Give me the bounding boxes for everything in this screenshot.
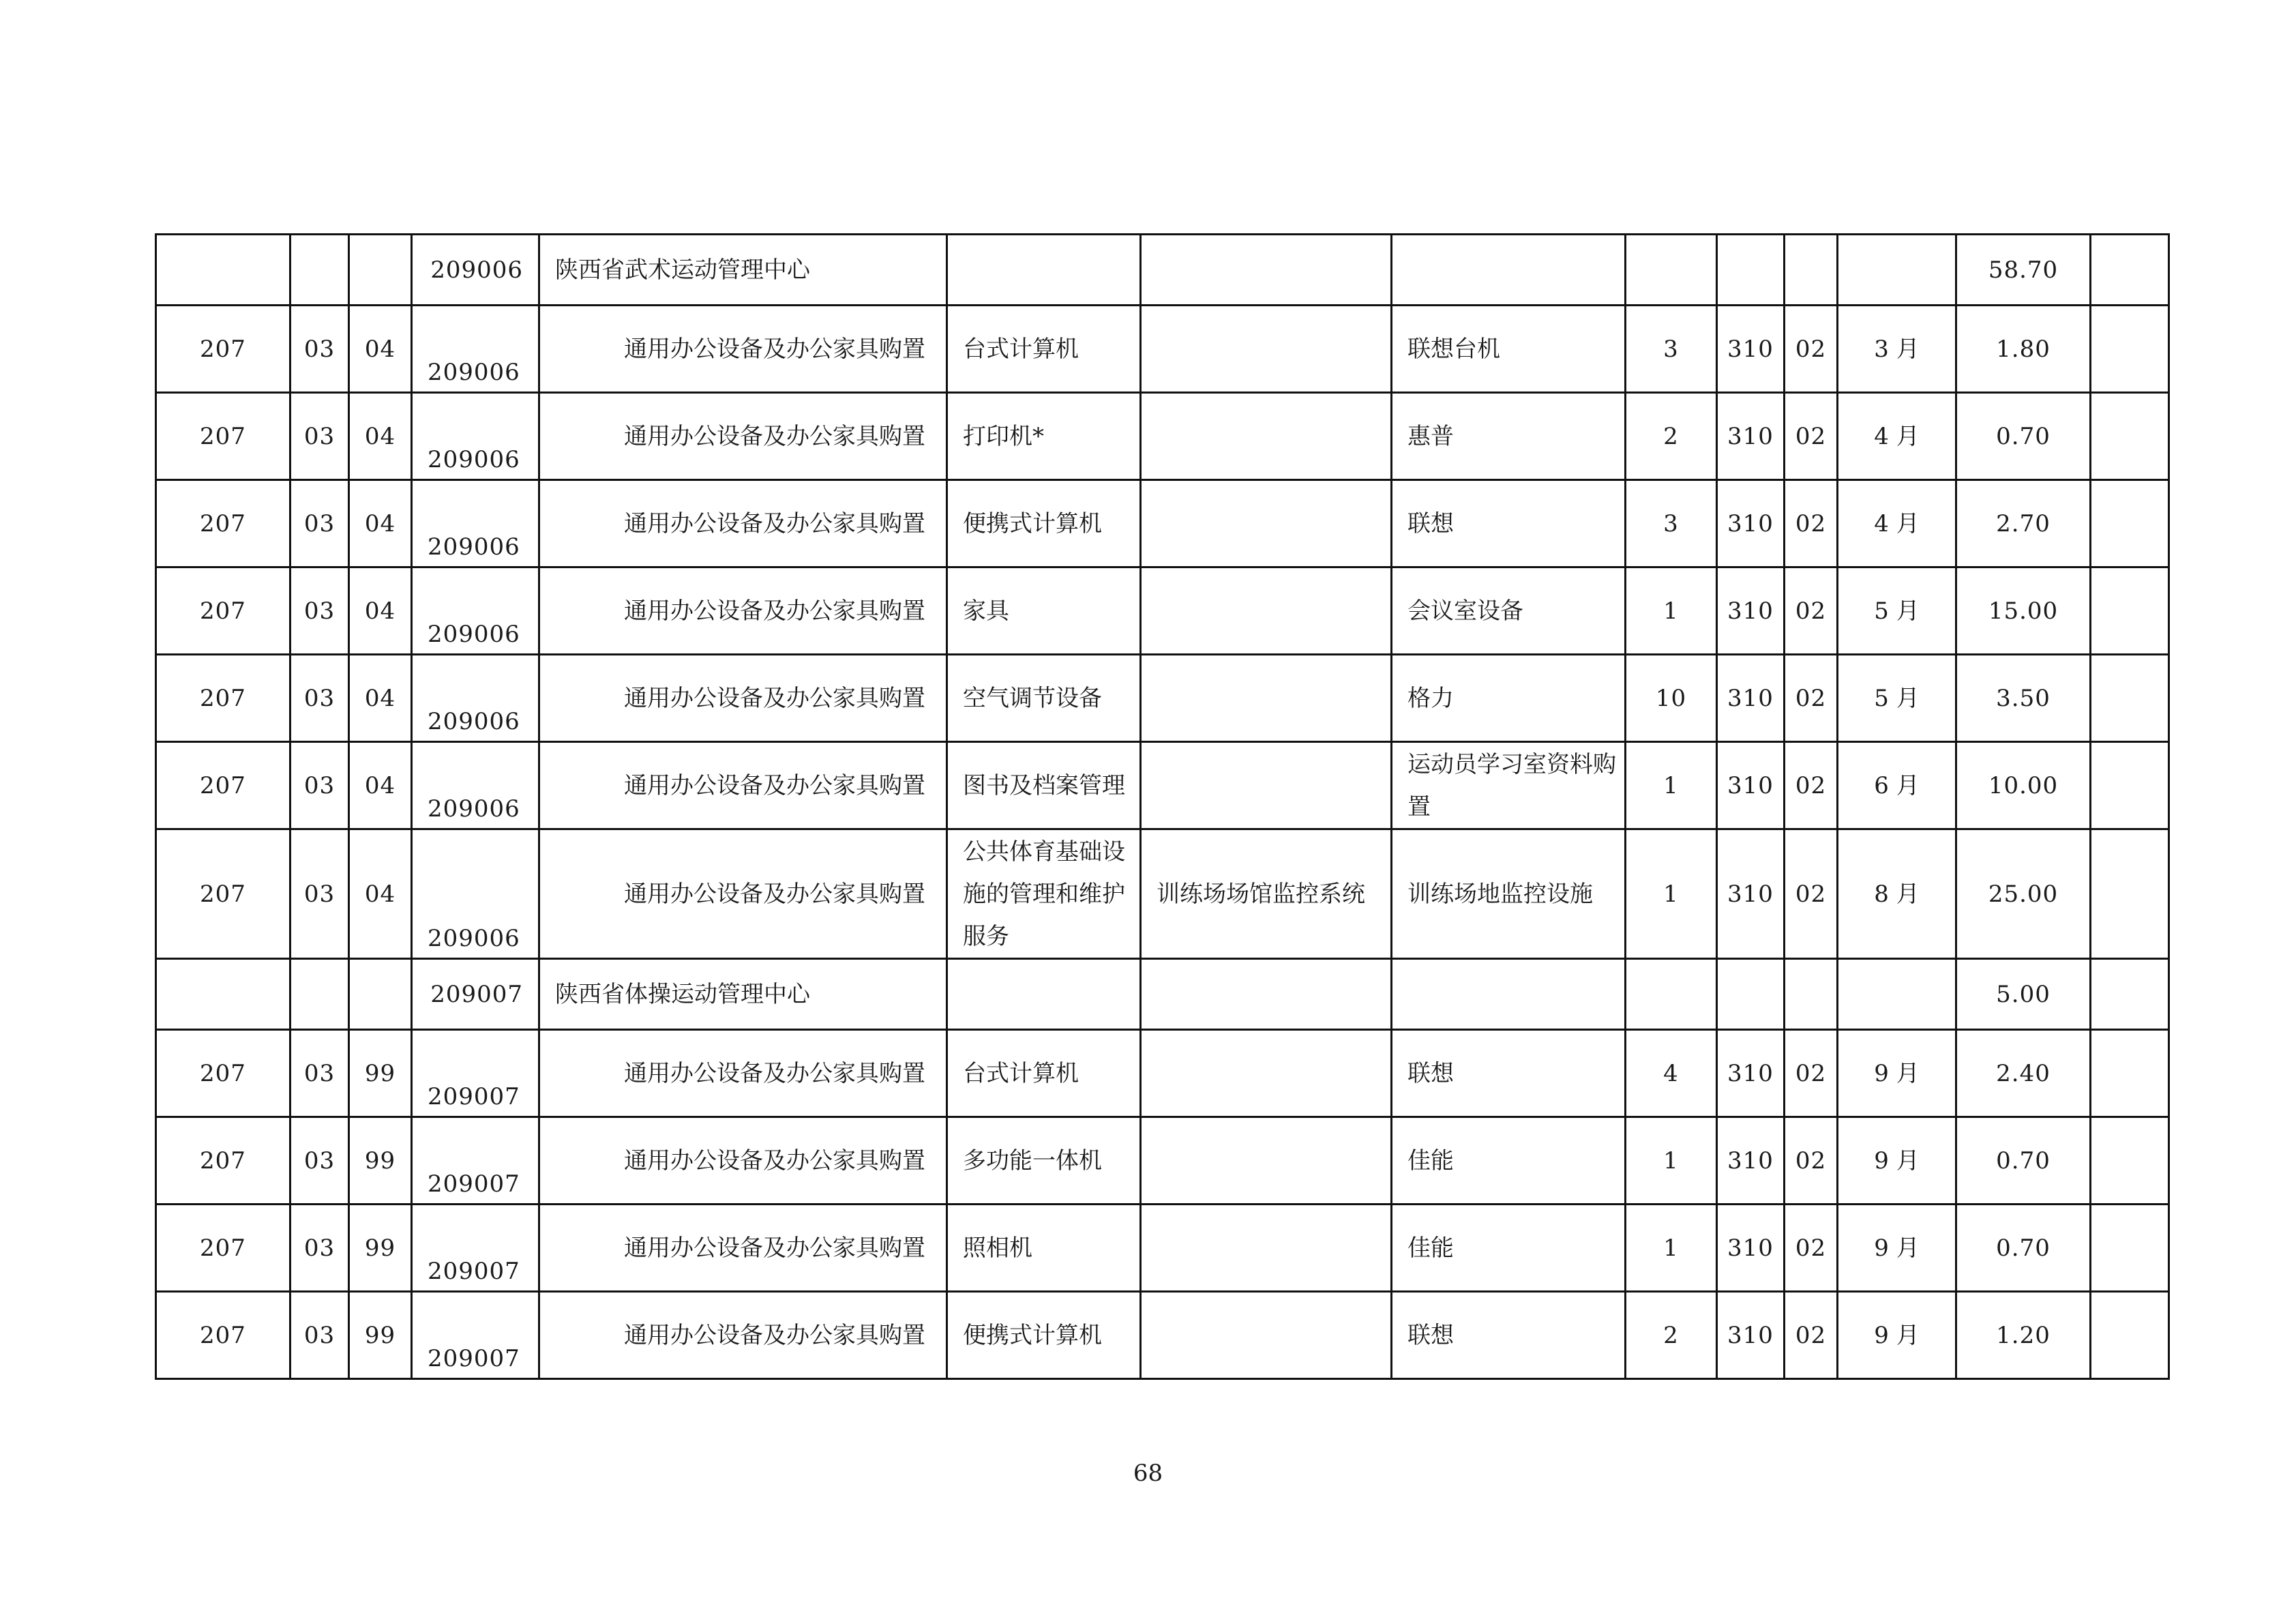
amount-cell: 2.70: [1956, 480, 2091, 567]
amount-cell: 15.00: [1956, 567, 2091, 655]
remark-cell: [2091, 393, 2169, 480]
month-cell: 4 月: [1838, 393, 1956, 480]
project-cell: 通用办公设备及办公家具购置: [539, 306, 947, 393]
col11-cell: [1785, 235, 1838, 306]
month-cell: [1838, 959, 1956, 1030]
item-row: [156, 306, 2169, 393]
col10-cell: 310: [1717, 1030, 1785, 1117]
qty-cell: 1: [1626, 567, 1717, 655]
col2-cell: 03: [290, 567, 349, 655]
qty-cell: 2: [1626, 1292, 1717, 1379]
col11-cell: 02: [1785, 567, 1838, 655]
amount-cell: 1.80: [1956, 306, 2091, 393]
col2-cell: 03: [290, 393, 349, 480]
category-cell: 台式计算机: [947, 306, 1141, 393]
unit-code-cell: 209007: [412, 959, 539, 1030]
detail-cell: [1141, 567, 1392, 655]
col1-cell: 207: [156, 655, 290, 742]
qty-cell: 1: [1626, 1117, 1717, 1205]
col10-cell: 310: [1717, 1292, 1785, 1379]
col3-cell: [349, 959, 412, 1030]
remark-cell: [2091, 480, 2169, 567]
col11-cell: 02: [1785, 1292, 1838, 1379]
spec-cell: 会议室设备: [1392, 567, 1626, 655]
spec-cell: 联想台机: [1392, 306, 1626, 393]
amount-cell: 10.00: [1956, 742, 2091, 829]
month-cell: [1838, 235, 1956, 306]
spec-cell: 联想: [1392, 1292, 1626, 1379]
col10-cell: 310: [1717, 655, 1785, 742]
col3-cell: 04: [349, 393, 412, 480]
amount-cell: 2.40: [1956, 1030, 2091, 1117]
col2-cell: [290, 235, 349, 306]
month-cell: 5 月: [1838, 567, 1956, 655]
spec-cell: 格力: [1392, 655, 1626, 742]
col10-cell: [1717, 959, 1785, 1030]
amount-cell: 25.00: [1956, 829, 2091, 959]
col1-cell: [156, 959, 290, 1030]
col1-cell: 207: [156, 1117, 290, 1205]
detail-cell: [1141, 1030, 1392, 1117]
col10-cell: 310: [1717, 742, 1785, 829]
col11-cell: 02: [1785, 1205, 1838, 1292]
category-cell: 便携式计算机: [947, 1292, 1141, 1379]
col3-cell: 99: [349, 1117, 412, 1205]
project-cell: 通用办公设备及办公家具购置: [539, 1292, 947, 1379]
col2-cell: 03: [290, 742, 349, 829]
month-cell: 9 月: [1838, 1205, 1956, 1292]
category-cell: [947, 959, 1141, 1030]
col1-cell: 207: [156, 1205, 290, 1292]
col3-cell: 99: [349, 1292, 412, 1379]
unit-row: [156, 235, 2169, 306]
col3-cell: 99: [349, 1030, 412, 1117]
spec-cell: [1392, 959, 1626, 1030]
detail-cell: [1141, 1292, 1392, 1379]
month-cell: 9 月: [1838, 1292, 1956, 1379]
spec-cell: 佳能: [1392, 1117, 1626, 1205]
category-cell: 家具: [947, 567, 1141, 655]
col2-cell: [290, 959, 349, 1030]
item-row: [156, 1030, 2169, 1117]
col1-cell: 207: [156, 1292, 290, 1379]
category-cell: 多功能一体机: [947, 1117, 1141, 1205]
item-row: [156, 1205, 2169, 1292]
col2-cell: 03: [290, 829, 349, 959]
col11-cell: 02: [1785, 829, 1838, 959]
spec-cell: [1392, 235, 1626, 306]
item-row: [156, 567, 2169, 655]
detail-cell: [1141, 655, 1392, 742]
qty-cell: 2: [1626, 393, 1717, 480]
item-row: [156, 655, 2169, 742]
item-row: [156, 480, 2169, 567]
remark-cell: [2091, 567, 2169, 655]
col11-cell: 02: [1785, 742, 1838, 829]
col11-cell: 02: [1785, 480, 1838, 567]
col1-cell: 207: [156, 393, 290, 480]
col10-cell: 310: [1717, 480, 1785, 567]
item-row: [156, 1117, 2169, 1205]
detail-cell: [1141, 306, 1392, 393]
unit-row: [156, 959, 2169, 1030]
remark-cell: [2091, 1030, 2169, 1117]
col2-cell: 03: [290, 1205, 349, 1292]
amount-cell: 0.70: [1956, 1205, 2091, 1292]
col10-cell: 310: [1717, 567, 1785, 655]
unit-code-cell: 209006: [412, 567, 539, 655]
item-row: [156, 742, 2169, 829]
month-cell: 9 月: [1838, 1030, 1956, 1117]
unit-code-cell: 209006: [412, 393, 539, 480]
remark-cell: [2091, 306, 2169, 393]
project-cell: 通用办公设备及办公家具购置: [539, 567, 947, 655]
item-row: [156, 393, 2169, 480]
unit-code-cell: 209007: [412, 1117, 539, 1205]
remark-cell: [2091, 742, 2169, 829]
category-cell: 打印机*: [947, 393, 1141, 480]
col10-cell: 310: [1717, 829, 1785, 959]
qty-cell: [1626, 959, 1717, 1030]
month-cell: 5 月: [1838, 655, 1956, 742]
spec-cell: 佳能: [1392, 1205, 1626, 1292]
category-cell: 台式计算机: [947, 1030, 1141, 1117]
detail-cell: [1141, 1205, 1392, 1292]
qty-cell: 3: [1626, 480, 1717, 567]
spec-cell: 运动员学习室资料购置: [1392, 742, 1626, 829]
amount-cell: 5.00: [1956, 959, 2091, 1030]
month-cell: 4 月: [1838, 480, 1956, 567]
unit-name-cell: 陕西省体操运动管理中心: [539, 959, 947, 1030]
project-cell: 通用办公设备及办公家具购置: [539, 1205, 947, 1292]
col3-cell: 04: [349, 742, 412, 829]
project-cell: 通用办公设备及办公家具购置: [539, 829, 947, 959]
item-row: [156, 829, 2169, 959]
col3-cell: 04: [349, 567, 412, 655]
month-cell: 3 月: [1838, 306, 1956, 393]
col2-cell: 03: [290, 480, 349, 567]
col11-cell: 02: [1785, 1030, 1838, 1117]
detail-cell: [1141, 959, 1392, 1030]
col2-cell: 03: [290, 655, 349, 742]
unit-code-cell: 209007: [412, 1030, 539, 1117]
unit-code-cell: 209006: [412, 480, 539, 567]
col10-cell: 310: [1717, 1117, 1785, 1205]
unit-name-cell: 陕西省武术运动管理中心: [539, 235, 947, 306]
detail-cell: 训练场场馆监控系统: [1141, 829, 1392, 959]
spec-cell: 训练场地监控设施: [1392, 829, 1626, 959]
qty-cell: 3: [1626, 306, 1717, 393]
project-cell: 通用办公设备及办公家具购置: [539, 480, 947, 567]
unit-code-cell: 209007: [412, 1205, 539, 1292]
project-cell: 通用办公设备及办公家具购置: [539, 655, 947, 742]
col3-cell: [349, 235, 412, 306]
category-cell: 便携式计算机: [947, 480, 1141, 567]
spec-cell: 惠普: [1392, 393, 1626, 480]
col1-cell: 207: [156, 306, 290, 393]
amount-cell: 0.70: [1956, 1117, 2091, 1205]
col11-cell: 02: [1785, 306, 1838, 393]
detail-cell: [1141, 480, 1392, 567]
page-number: 68: [1133, 1460, 1163, 1487]
procurement-table: [155, 233, 2170, 1380]
col10-cell: 310: [1717, 306, 1785, 393]
project-cell: 通用办公设备及办公家具购置: [539, 1030, 947, 1117]
remark-cell: [2091, 959, 2169, 1030]
qty-cell: 1: [1626, 1205, 1717, 1292]
unit-code-cell: 209006: [412, 742, 539, 829]
col1-cell: 207: [156, 829, 290, 959]
unit-code-cell: 209006: [412, 829, 539, 959]
col11-cell: [1785, 959, 1838, 1030]
remark-cell: [2091, 1292, 2169, 1379]
qty-cell: [1626, 235, 1717, 306]
col10-cell: [1717, 235, 1785, 306]
col3-cell: 99: [349, 1205, 412, 1292]
amount-cell: 58.70: [1956, 235, 2091, 306]
project-cell: 通用办公设备及办公家具购置: [539, 1117, 947, 1205]
spec-cell: 联想: [1392, 1030, 1626, 1117]
project-cell: 通用办公设备及办公家具购置: [539, 393, 947, 480]
detail-cell: [1141, 742, 1392, 829]
category-cell: 公共体育基础设施的管理和维护服务: [947, 829, 1141, 959]
qty-cell: 1: [1626, 829, 1717, 959]
col2-cell: 03: [290, 306, 349, 393]
col1-cell: 207: [156, 742, 290, 829]
unit-code-cell: 209007: [412, 1292, 539, 1379]
col1-cell: 207: [156, 1030, 290, 1117]
col11-cell: 02: [1785, 655, 1838, 742]
qty-cell: 4: [1626, 1030, 1717, 1117]
amount-cell: 0.70: [1956, 393, 2091, 480]
qty-cell: 10: [1626, 655, 1717, 742]
col2-cell: 03: [290, 1292, 349, 1379]
detail-cell: [1141, 235, 1392, 306]
month-cell: 9 月: [1838, 1117, 1956, 1205]
col1-cell: [156, 235, 290, 306]
detail-cell: [1141, 393, 1392, 480]
col11-cell: 02: [1785, 393, 1838, 480]
amount-cell: 3.50: [1956, 655, 2091, 742]
month-cell: 6 月: [1838, 742, 1956, 829]
category-cell: 图书及档案管理: [947, 742, 1141, 829]
col3-cell: 04: [349, 306, 412, 393]
unit-code-cell: 209006: [412, 306, 539, 393]
remark-cell: [2091, 235, 2169, 306]
unit-code-cell: 209006: [412, 235, 539, 306]
remark-cell: [2091, 1205, 2169, 1292]
col10-cell: 310: [1717, 393, 1785, 480]
project-cell: 通用办公设备及办公家具购置: [539, 742, 947, 829]
remark-cell: [2091, 829, 2169, 959]
col3-cell: 04: [349, 480, 412, 567]
item-row: [156, 1292, 2169, 1379]
remark-cell: [2091, 655, 2169, 742]
col1-cell: 207: [156, 567, 290, 655]
col10-cell: 310: [1717, 1205, 1785, 1292]
col3-cell: 04: [349, 655, 412, 742]
unit-code-cell: 209006: [412, 655, 539, 742]
category-cell: 照相机: [947, 1205, 1141, 1292]
category-cell: [947, 235, 1141, 306]
col2-cell: 03: [290, 1117, 349, 1205]
col11-cell: 02: [1785, 1117, 1838, 1205]
category-cell: 空气调节设备: [947, 655, 1141, 742]
spec-cell: 联想: [1392, 480, 1626, 567]
procurement-table-body: [156, 235, 2169, 1379]
detail-cell: [1141, 1117, 1392, 1205]
col2-cell: 03: [290, 1030, 349, 1117]
month-cell: 8 月: [1838, 829, 1956, 959]
amount-cell: 1.20: [1956, 1292, 2091, 1379]
remark-cell: [2091, 1117, 2169, 1205]
col3-cell: 04: [349, 829, 412, 959]
qty-cell: 1: [1626, 742, 1717, 829]
col1-cell: 207: [156, 480, 290, 567]
